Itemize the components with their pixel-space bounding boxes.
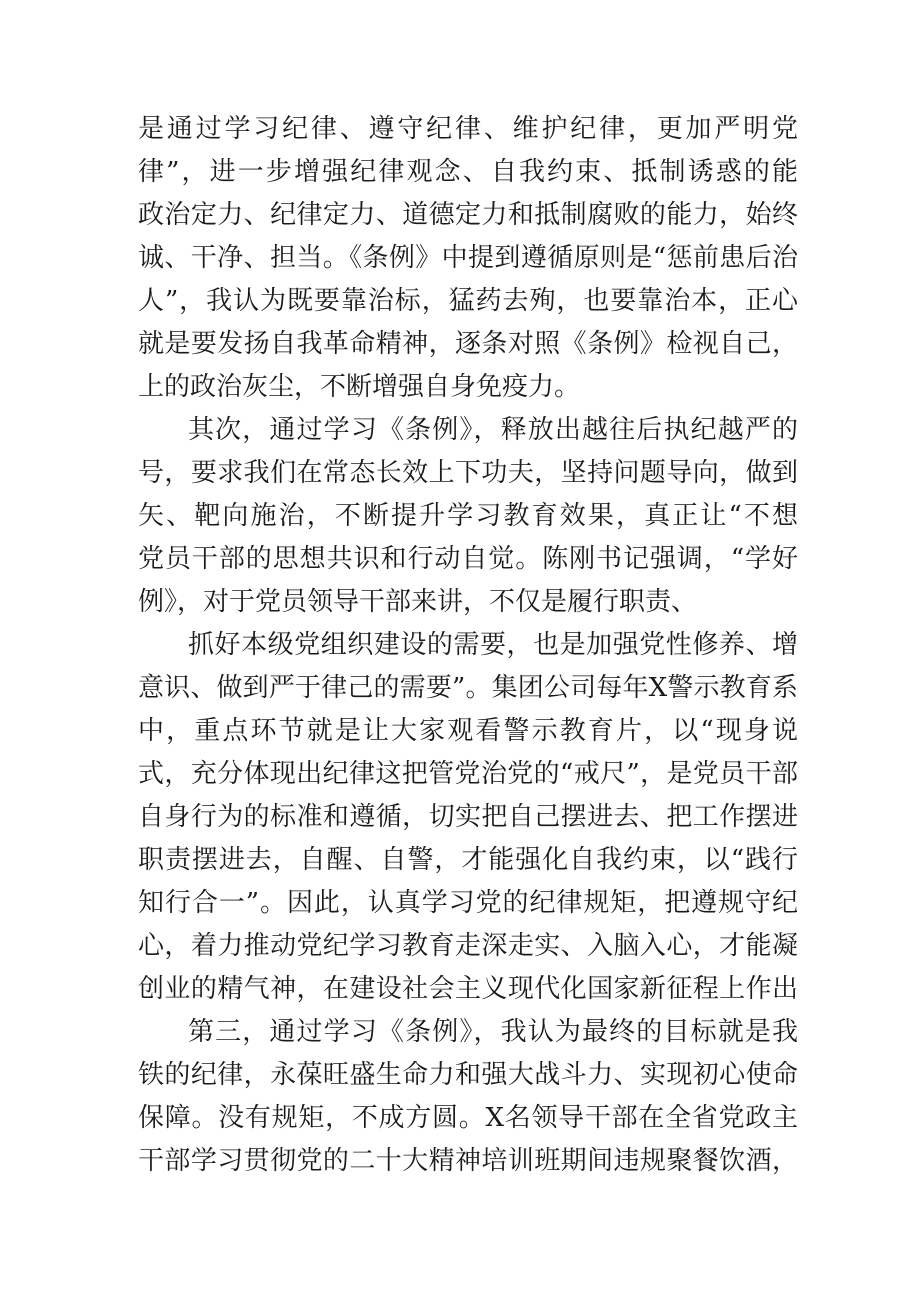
- text-line: 自身行为的标准和遵循，切实把自己摆进去、把工作摆进: [138, 802, 798, 832]
- text-line: 律”，进一步增强纪律观念、自我约束、抵制诱惑的能: [138, 157, 798, 187]
- text-line: 是通过学习纪律、遵守纪律、维护纪律，更加严明党: [138, 114, 798, 144]
- text-line: 心，着力推动党纪学习教育走深走实、入脑入心，才能凝: [138, 931, 798, 961]
- text-line: 意识、做到严于律己的需要”。集团公司每年X警示教育系: [138, 673, 798, 703]
- text-line: 式，充分体现出纪律这把管党治党的“戒尺”，是党员干部: [138, 759, 798, 789]
- body-text: [138, 108, 798, 1183]
- text-line: 其次，通过学习《条例》，释放出越往后执纪越严的: [188, 415, 798, 445]
- text-line: 例》，对于党员领导干部来讲，不仅是履行职责、: [138, 587, 698, 617]
- text-line: 上的政治灰尘，不断增强自身免疫力。: [138, 372, 581, 402]
- text-line: 党员干部的思想共识和行动自觉。陈刚书记强调，“学好: [138, 544, 798, 574]
- text-line: 创业的精气神，在建设社会主义现代化国家新征程上作出: [138, 974, 798, 1004]
- text-line: 职责摆进去，自醒、自警，才能强化自我约束，以“践行: [138, 845, 798, 875]
- text-line: 知行合一”。因此，认真学习党的纪律规矩，把遵规守纪: [138, 888, 798, 918]
- text-line: 矢、靶向施治，不断提升学习教育效果，真正让“不想: [138, 501, 798, 531]
- text-line: 第三，通过学习《条例》，我认为最终的目标就是我: [188, 1017, 798, 1047]
- text-line: 政治定力、纪律定力、道德定力和抵制腐败的能力，始终: [138, 200, 798, 230]
- text-line: 抓好本级党组织建设的需要，也是加强党性修养、增: [188, 630, 798, 660]
- text-line: 号，要求我们在常态长效上下功夫，坚持问题导向，做到: [138, 458, 798, 488]
- text-line: 干部学习贯彻党的二十大精神培训班期间违规聚餐饮酒，: [138, 1146, 798, 1176]
- text-line: 诚、干净、担当。《条例》中提到遵循原则是“惩前患后治: [138, 243, 798, 273]
- text-line: 保障。没有规矩，不成方圆。X名领导干部在全省党政主: [138, 1103, 798, 1133]
- text-line: 人”，我认为既要靠治标，猛药去殉，也要靠治本，正心: [138, 286, 798, 316]
- text-line: 铁的纪律，永葆旺盛生命力和强大战斗力、实现初心使命: [138, 1060, 798, 1090]
- text-line: 就是要发扬自我革命精神，逐条对照《条例》检视自己，: [138, 329, 798, 359]
- text-line: 中，重点环节就是让大家观看警示教育片，以“现身说: [138, 716, 798, 746]
